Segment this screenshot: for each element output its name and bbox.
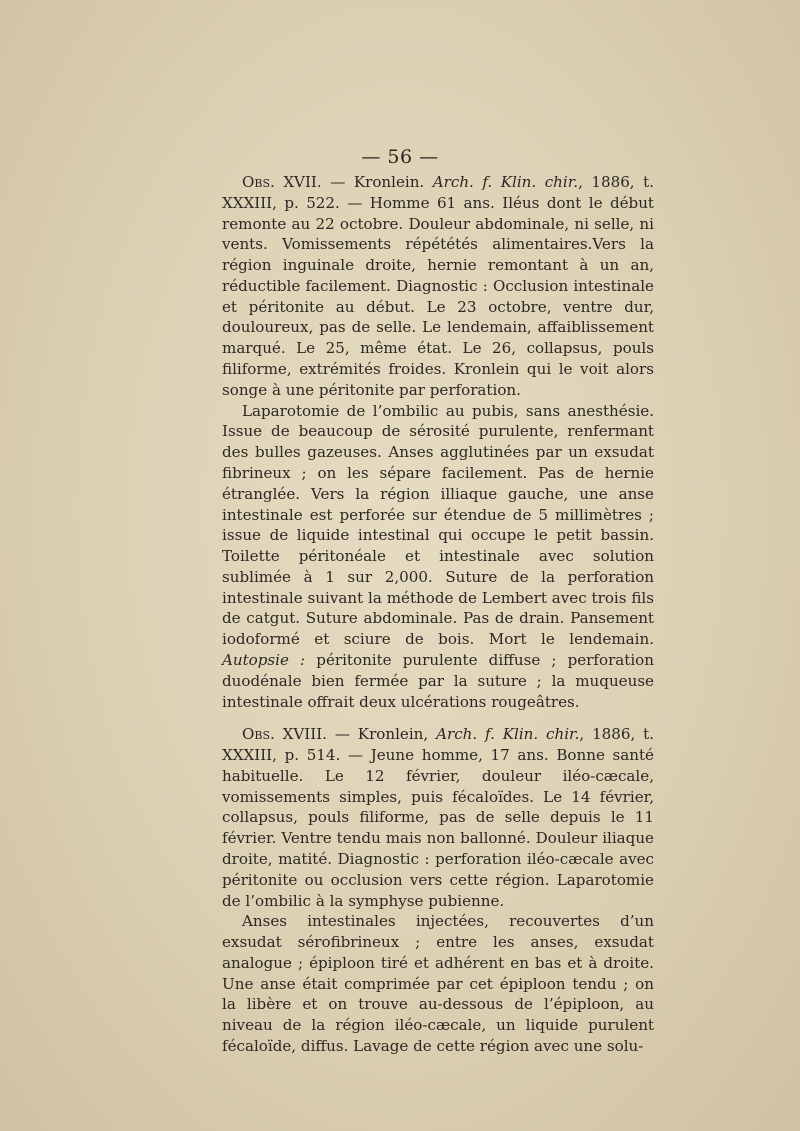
obs18-text: , 1886, t. XXXIII, p. 514. — Jeune homme, 17 ans. Bonne santé habituelle. Le 12 février, douleur iléo-cæcale, vomissements simples, puis fécaloïdes. Le 14 février, collapsus, pouls filiforme, pas de selle depuis le 11 février. Ventre tendu mais non ballonné. Douleur iliaque droite, matité. Diagnostic : perforation iléo-cæcale avec péritonite ou occlusion vers cette région. Laparotomie de l’ombilic à la symphyse pubienne. <box>222 725 654 910</box>
obs17-paragraph-1 <box>222 172 654 401</box>
obs18-paragraph-2 <box>222 911 654 1056</box>
obs17-label: Obs. XVII. <box>242 173 322 191</box>
obs17-text: , 1886, t. XXXIII, p. 522. — Homme 61 ans. Iléus dont le début remonte au 22 octobre. Douleur abdominale, ni selle, ni vents. Vomissements répététés alimentaires.Vers la région inguinale droite, hernie remontant à un an, réductible facilement. Diagnostic : Occlusion intestinale et péritonite au début. Le 23 octobre, ventre dur, douloureux, pas de selle. Le lendemain, affaiblissement marqué. Le 25, même état. Le 26, collapsus, pouls filiforme, extrémités froides. Kronlein qui le voit alors songe à une péritonite par perforation. <box>222 173 654 399</box>
obs17-author: — Kronlein. <box>321 173 433 191</box>
obs17-autopsie-label: Autopsie : <box>222 650 306 669</box>
obs18-author: — Kronlein, <box>326 725 437 744</box>
page-body <box>222 172 654 1057</box>
obs18-operation-text: Anses intestinales injectées, recouvertes d’un exsudat sérofibrineux ; entre les anses, exsudat analogue ; épiploon tiré et adhérent en bas et à droite. Une anse était comprimée par cet épiploon tendu ; on la libère et on trouve au-dessous de l’épiploon, au niveau de la région iléo-cæcale, un liquide purulent fécaloïde, diffus. Lavage de cette région avec une solu- <box>222 912 654 1056</box>
obs17-operation-text: Laparotomie de l’ombilic au pubis, sans anesthésie. Issue de beaucoup de sérosité purulente, renfermant des bulles gazeuses. Anses agglutinées par un exsudat fibrineux ; on les sépare facilement. Pas de hernie étranglée. Vers la région illiaque gauche, une anse intestinale est perforée sur étendue de 5 millimètres ; issue de liquide intestinal qui occupe le petit bassin. Toilette péritonéale et intestinale avec solution sublimée à 1 sur 2,000. Suture de la perforation intestinale suivant la méthode de Lembert avec trois fils de catgut. Suture abdominale. Pas de drain. Pansement iodoformé et sciure de bois. Mort le lendemain. <box>222 401 654 649</box>
obs18-paragraph-1 <box>222 724 654 911</box>
obs17-autopsie-text: péritonite purulente diffuse ; perforation duodénale bien fermée par la suture ; la muqueuse intestinale offrait deux ulcérations rougeâtres. <box>222 650 654 711</box>
obs17-reference: Arch. f. Klin. chir. <box>432 173 579 191</box>
page-number: — 56 — <box>361 146 439 168</box>
obs18-reference: Arch. f. Klin. chir. <box>436 725 580 744</box>
obs17-paragraph-2 <box>222 401 654 713</box>
obs18-label: Obs. XVIII. <box>242 725 327 744</box>
